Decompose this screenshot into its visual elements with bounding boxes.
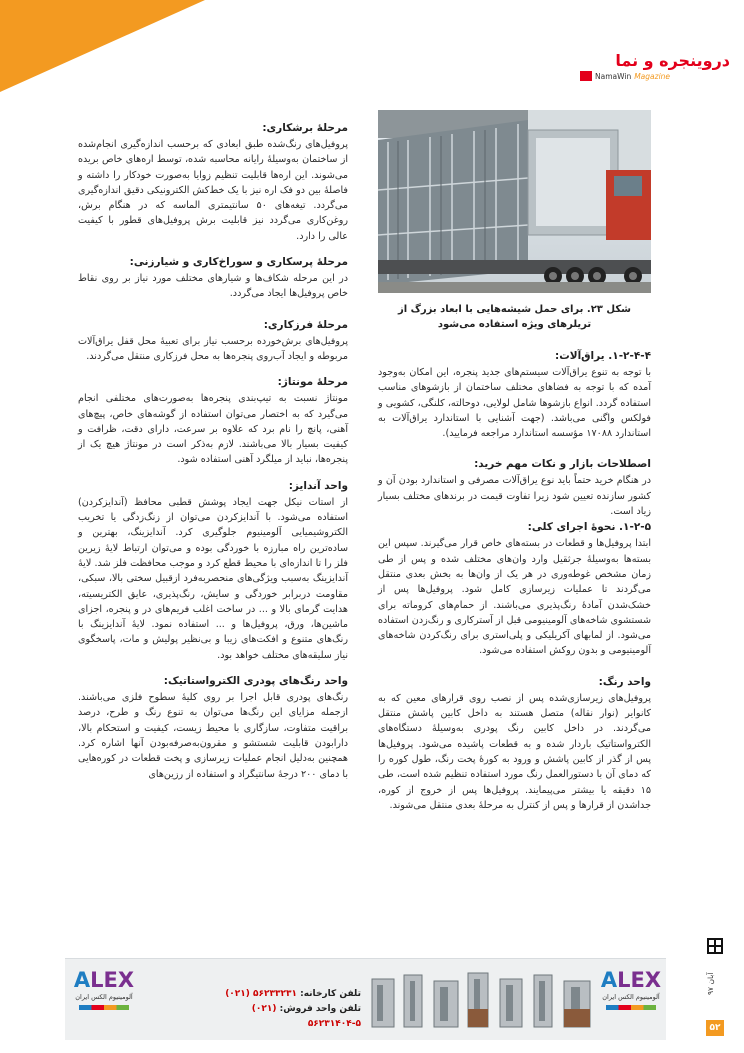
page-number: ۵۲ xyxy=(706,1020,724,1036)
section-heading: مرحلهٔ فرزکاری: xyxy=(263,318,348,331)
section-text: در هنگام خرید حتماً باید نوع یراق‌آلات مصرفی و استاندارد بودن آن و کشور سازنده تعیین شود زیرا تفاوت قیمت در برندهای مختلف بسیار زیاد است. xyxy=(378,475,651,518)
section-heading: واحد رنگ‌های پودری الکترواستاتیک: xyxy=(163,675,348,688)
alex-tagline: آلومینیوم الکس ایران xyxy=(602,993,660,1001)
issue-date: آبان ۹۷ xyxy=(706,972,715,996)
section-text: از استات نیکل جهت ایجاد پوشش قطبی محافظ (آندایزکردن) استفاده می‌شود. با آندایزکردن می‌توان از زنگ‌زدگی یا تخریب الکتروشیمیایی آلومینیوم جلوگیری کرد. آندایزینگ، بهترین و ساده‌ترین راه مبارزه با خوردگی بوده و می‌توان ارتباط لایهٔ زیرین فلز را تا اندازه‌ای با محیط قطع کرد و موجب محافظت فلز شد. لایهٔ آندایزینگ به‌سبب ویژگی‌های منحصربه‌فرد ازقبیل سختی بالا، سبکی، مقاومت دربرابر خوردگی و سایش، رنگ‌پذیری، عایق الکتریسیته، هدایت گرمای بالا و ... در ساخت اغلب فریم‌های در و پنجره، اجزای ماشین‌ها، ورق، پروفیل‌ها و ... استفاده نمود. لایهٔ آندایزینگ با رنگ‌های متنوع و افکت‌های زیبا و بی‌نظیر پولیش و مات، پاسخگوی نیاز سلیقه‌های مختلف خواهد بود. xyxy=(78,496,348,661)
phone-sales-label: تلفن واحد فروش: xyxy=(279,1004,361,1014)
phone-factory-number: (۰۲۱) ۵۶۲۳۳۲۳۱ xyxy=(225,989,297,999)
section-heading: مرحلهٔ مونتاژ: xyxy=(277,376,348,389)
trailer-photo-illustration xyxy=(378,110,651,293)
aluminium-profiles-image xyxy=(368,969,598,1033)
section-text: ابتدا پروفیل‌ها و قطعات در بسته‌های خاص قرار می‌گیرند. سپس این بسته‌ها به‌وسیلهٔ جرثقیل وارد وان‌های مختلف شده و پس از طی زمان مشخص غوطه‌وری در هر یک از وان‌ها به بخش بعدی منتقل می‌گردند تا عملیات زیرسازی کامل شود. پروفیل‌ها پس از خشک‌شدن آمادهٔ رنگ‌پذیری می‌باشند. از حمام‌های کروماته برای شستشوی شاخه‌های آلومینیومی قبل از آسترکاری و رنگ‌زدن استفاده می‌شود. از لمابهای آکریلیکی و پلی‌استری برای رنگ‌کردن شاخه‌های آلومینیومی و بدون روکش استفاده می‌شود. xyxy=(378,538,651,657)
alex-advertisement xyxy=(65,958,666,1040)
phone-sales-number: (۰۲۱) ۵۶۲۳۱۴۰۴-۵ xyxy=(251,1004,361,1029)
alex-wordmark: ALEX xyxy=(600,968,662,992)
logo-n-icon xyxy=(580,71,592,81)
phone-sales-row xyxy=(211,1002,361,1032)
section-heading: واحد آندایز: xyxy=(288,479,348,492)
section-text: در این مرحله شکاف‌ها و شیارهای مختلف مورد نیاز بر روی نقاط خاص پروفیل‌ها ایجاد می‌گردد. xyxy=(78,273,348,300)
left-column xyxy=(78,120,348,782)
phone-factory-label: تلفن کارخانه: xyxy=(300,989,361,999)
section-heading: مرحلهٔ پرسکاری و سوراخ‌کاری و شیارزنی: xyxy=(129,256,348,269)
alex-logo-right xyxy=(600,967,662,1023)
logo-subtitle xyxy=(580,71,730,81)
section-heading: واحد رنگ: xyxy=(598,675,651,688)
alex-wordmark: ALEX xyxy=(73,968,135,992)
logo-sub-text: NamaWin xyxy=(595,71,632,81)
ad-phone-numbers xyxy=(211,987,361,1032)
section-text: پروفیل‌های رنگ‌شده طبق ابعادی که برحسب اندازه‌گیری انجام‌شده از ساختمان به‌وسیلهٔ رایانه محاسبه شده، توسط اره‌های خاص بریده می‌شوند. این اره‌ها قابلیت تنظیم زوایا به‌صورت خودکار را داشته و فاصلهٔ بین دو فک اره نیز با یک خط‌کش الکترونیکی دقیق اندازه‌گیری می‌گردد. تیغه‌های ۵۰ سانتیمتری الماسه که در هنگام برش، روغن‌کاری می‌گردد نیز قابلیت برش پروفیل‌های قطور با کیفیت عالی را دارد. xyxy=(78,139,348,242)
logo-title: دروينجره و نما xyxy=(615,51,730,70)
photo-caption: شکل ۲۳. برای حمل شیشه‌هایی با ابعاد بزرگ از تریلرهای ویژه استفاده می‌شود xyxy=(398,304,631,330)
section-text: رنگ‌های پودری قابل اجرا بر روی کلیهٔ سطوح فلزی می‌باشند. ازجمله مزایای این رنگ‌ها می‌توان به تنوع رنگ و طرح، درصد براقیت متفاوت، سازگاری با محیط زیست، کیفیت و استحکام بالا، دارابودن قابلیت شستشو و مقرون‌به‌صرفه‌بودن آنها اشاره کرد. همچنین به‌دلیل انجام عملیات زیرسازی و پخت قطعات در کوره‌هایی با دمای ۲۰۰ درجهٔ سانتیگراد و استفاده از رزین‌های xyxy=(78,692,348,780)
page-side-marker xyxy=(704,938,726,1038)
section-text: مونتاژ نسبت به تیپ‌بندی پنجره‌ها به‌صورت‌های مختلفی انجام می‌گیرد که به اختصار می‌توان استفاده از گوشه‌های خاص، پیچ‌های آهنی، پانچ را نام برد که علاوه بر سرعت، دارای دقت، ظرافت و کیفیت بسیار بالا می‌باشند. لازم به‌ذکر است در مونتاژ هیچ یک از پنجره‌ها، نباید از میلگرد آهنی استفاده شود. xyxy=(78,393,348,466)
section-heading: ۱-۲-۴-۴. یراق‌آلات: xyxy=(555,350,651,362)
section-heading: مرحلهٔ برشکاری: xyxy=(262,122,348,134)
alex-tagline: آلومینیوم الکس ایران xyxy=(75,993,133,1001)
section-text: پروفیل‌های زیرسازی‌شده پس از نصب روی قرارهای معین که به کانوایر (نوار نقاله) متصل هستند به داخل کابین پاشش منتقل می‌گردند. در داخل کابین رنگ پودری به‌وسیلهٔ دستگاه‌های الکترواستاتیک باردار شده و به قطعات پاشیده می‌شود. پروفیل‌ها پس از گذر از کابین پاشش و ورود به کورهٔ پخت رنگ، طول کوره را که دمای آن با دستورالعمل رنگ مورد استفاده تنظیم شده است، طی ۱۵ دقیقه یا بیشتر می‌پیمایند. پروفیل‌ها پس از خروج از کوره، جداشدن از قرارها و پس از کنترل به مرحلهٔ بعدی منتقل می‌شوند. xyxy=(378,692,651,811)
phone-factory-row xyxy=(211,987,361,1002)
section-text: پروفیل‌های برش‌خورده برحسب نیاز برای تعبیهٔ محل قفل یراق‌آلات مربوطه و ایجاد آب‌روی پنجره‌ها به محل فرزکاری منتقل می‌گردند. xyxy=(78,335,348,362)
logo-sub-magazine: Magazine xyxy=(634,71,671,81)
section-heading: ۱-۲-۵. نحوهٔ اجرای کلی: xyxy=(527,521,651,534)
right-column xyxy=(378,348,651,813)
section-text: با توجه به تنوع یراق‌آلات سیستم‌های جدید پنجره، این امکان به‌وجود آمده که با توجه به فضاهای مختلف ساختمان از بازشوهای مناسب استفاده گردد. انواع بازشوها شامل لولایی، دوحالته، کلنگی، کشویی و فولکس واگنی می‌باشد. (جهت آشنایی با استاندارد یراق‌آلات به استاندارد ۱۷۰۸۸ مؤسسه استاندارد مراجعه فرمایید). xyxy=(378,367,651,440)
magazine-logo xyxy=(580,52,730,86)
alex-logo-left xyxy=(73,967,135,1023)
section-heading: اصطلاحات بازار و نکات مهم خرید: xyxy=(474,458,651,471)
corner-decoration xyxy=(0,0,205,92)
trailer-glass-photo xyxy=(378,110,651,293)
grid-icon xyxy=(707,938,723,954)
